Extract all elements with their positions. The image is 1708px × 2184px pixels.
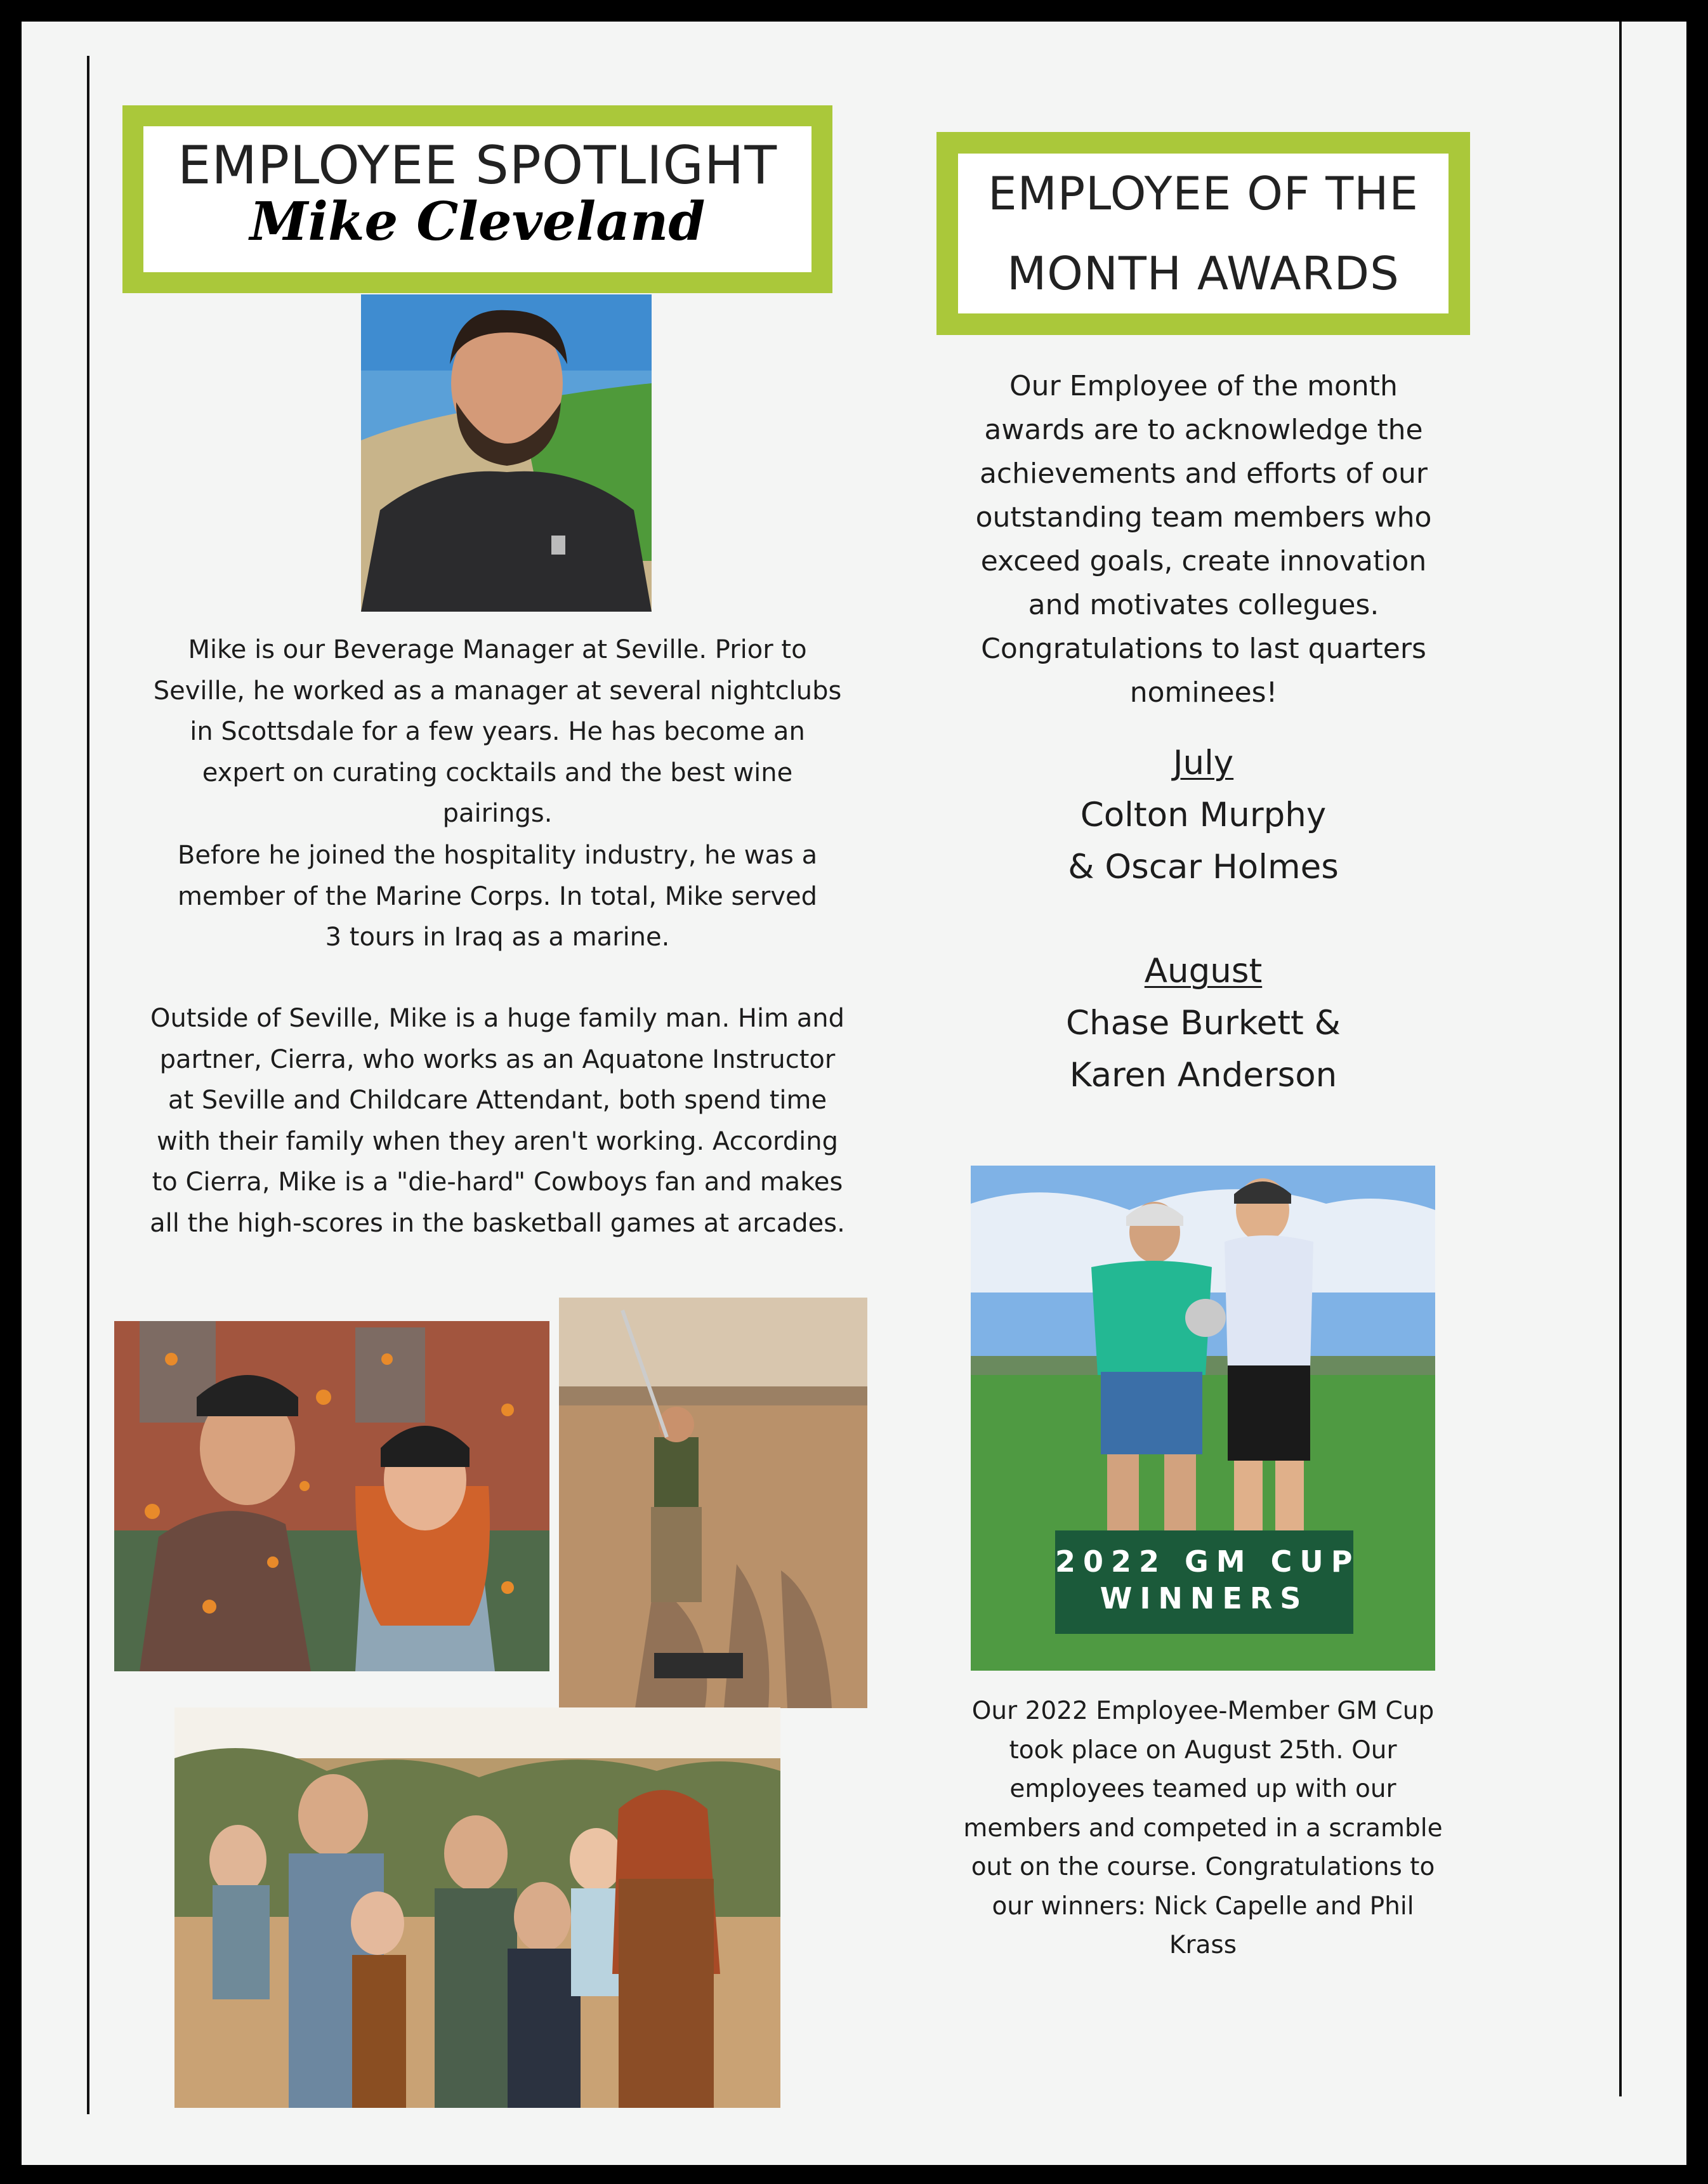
- spotlight-name: Mike Cleveland: [249, 190, 706, 253]
- right-margin-line: [1619, 22, 1622, 2096]
- august-nominee-1: Chase Burkett &: [1065, 1004, 1341, 1043]
- awards-heading-line2: MONTH AWARDS: [1007, 247, 1400, 300]
- spotlight-title-frame: [122, 105, 832, 293]
- spotlight-paragraph-2: Before he joined the hospitality industry, he was a member of the Marine Corps. In total, Mike served 3 tours in Iraq as a marine.: [177, 841, 818, 952]
- awards-heading-line1: EMPLOYEE OF THE: [988, 167, 1419, 220]
- couple-autumn-photo: [114, 1321, 549, 1671]
- left-margin-line: [87, 56, 89, 2114]
- mike-portrait-photo: [361, 294, 652, 612]
- newsletter-page: [22, 22, 1686, 2165]
- july-nominee-1: Colton Murphy: [1080, 796, 1327, 834]
- spotlight-heading: EMPLOYEE SPOTLIGHT: [177, 135, 778, 196]
- gm-cup-photo: [971, 1166, 1435, 1671]
- july-label: July: [1173, 744, 1234, 782]
- august-nominee-2: Karen Anderson: [1069, 1056, 1337, 1095]
- spotlight-paragraph-3: Outside of Seville, Mike is a huge family man. Him and partner, Cierra, who works as an Aquatone Instructor at Seville and Childcare Attendant, both spend time with their family when they aren't working. According to Cierra, Mike is a "die-hard" Cowboys fan and makes all the high-scores in the basketball games at arcades.: [150, 1004, 845, 1238]
- august-label: August: [1144, 952, 1263, 990]
- july-nominee-2: & Oscar Holmes: [1068, 848, 1339, 886]
- badge-line-2: WINNERS: [1100, 1581, 1309, 1615]
- awards-intro: Our Employee of the month awards are to acknowledge the achievements and efforts of our outstanding team members who exceed goals, create innovation and motivates collegues. Congratulations to last quarters nominees!: [975, 370, 1432, 709]
- spotlight-paragraph-1: Mike is our Beverage Manager at Seville. Prior to Seville, he worked as a manager at several nightclubs in Scottsdale for a few years. He has become an expert on curating cocktails and the best wine pairings.: [153, 635, 842, 828]
- awards-title-box: [958, 154, 1449, 313]
- gm-cup-winners-badge: [1055, 1530, 1360, 1634]
- spotlight-title-box: [143, 126, 811, 272]
- marine-golf-photo: [559, 1298, 867, 1708]
- awards-title-frame: [936, 132, 1470, 335]
- july-section: [936, 737, 1470, 893]
- august-section: [936, 945, 1470, 1102]
- gm-cup-caption: Our 2022 Employee-Member GM Cup took place on August 25th. Our employees teamed up with our members and competed in a scramble out on the course. Congratulations to our winners: Nick Capelle and Phil Krass: [963, 1697, 1443, 1959]
- badge-line-1: 2022 GM CUP: [1055, 1544, 1360, 1579]
- family-photo: [174, 1707, 780, 2108]
